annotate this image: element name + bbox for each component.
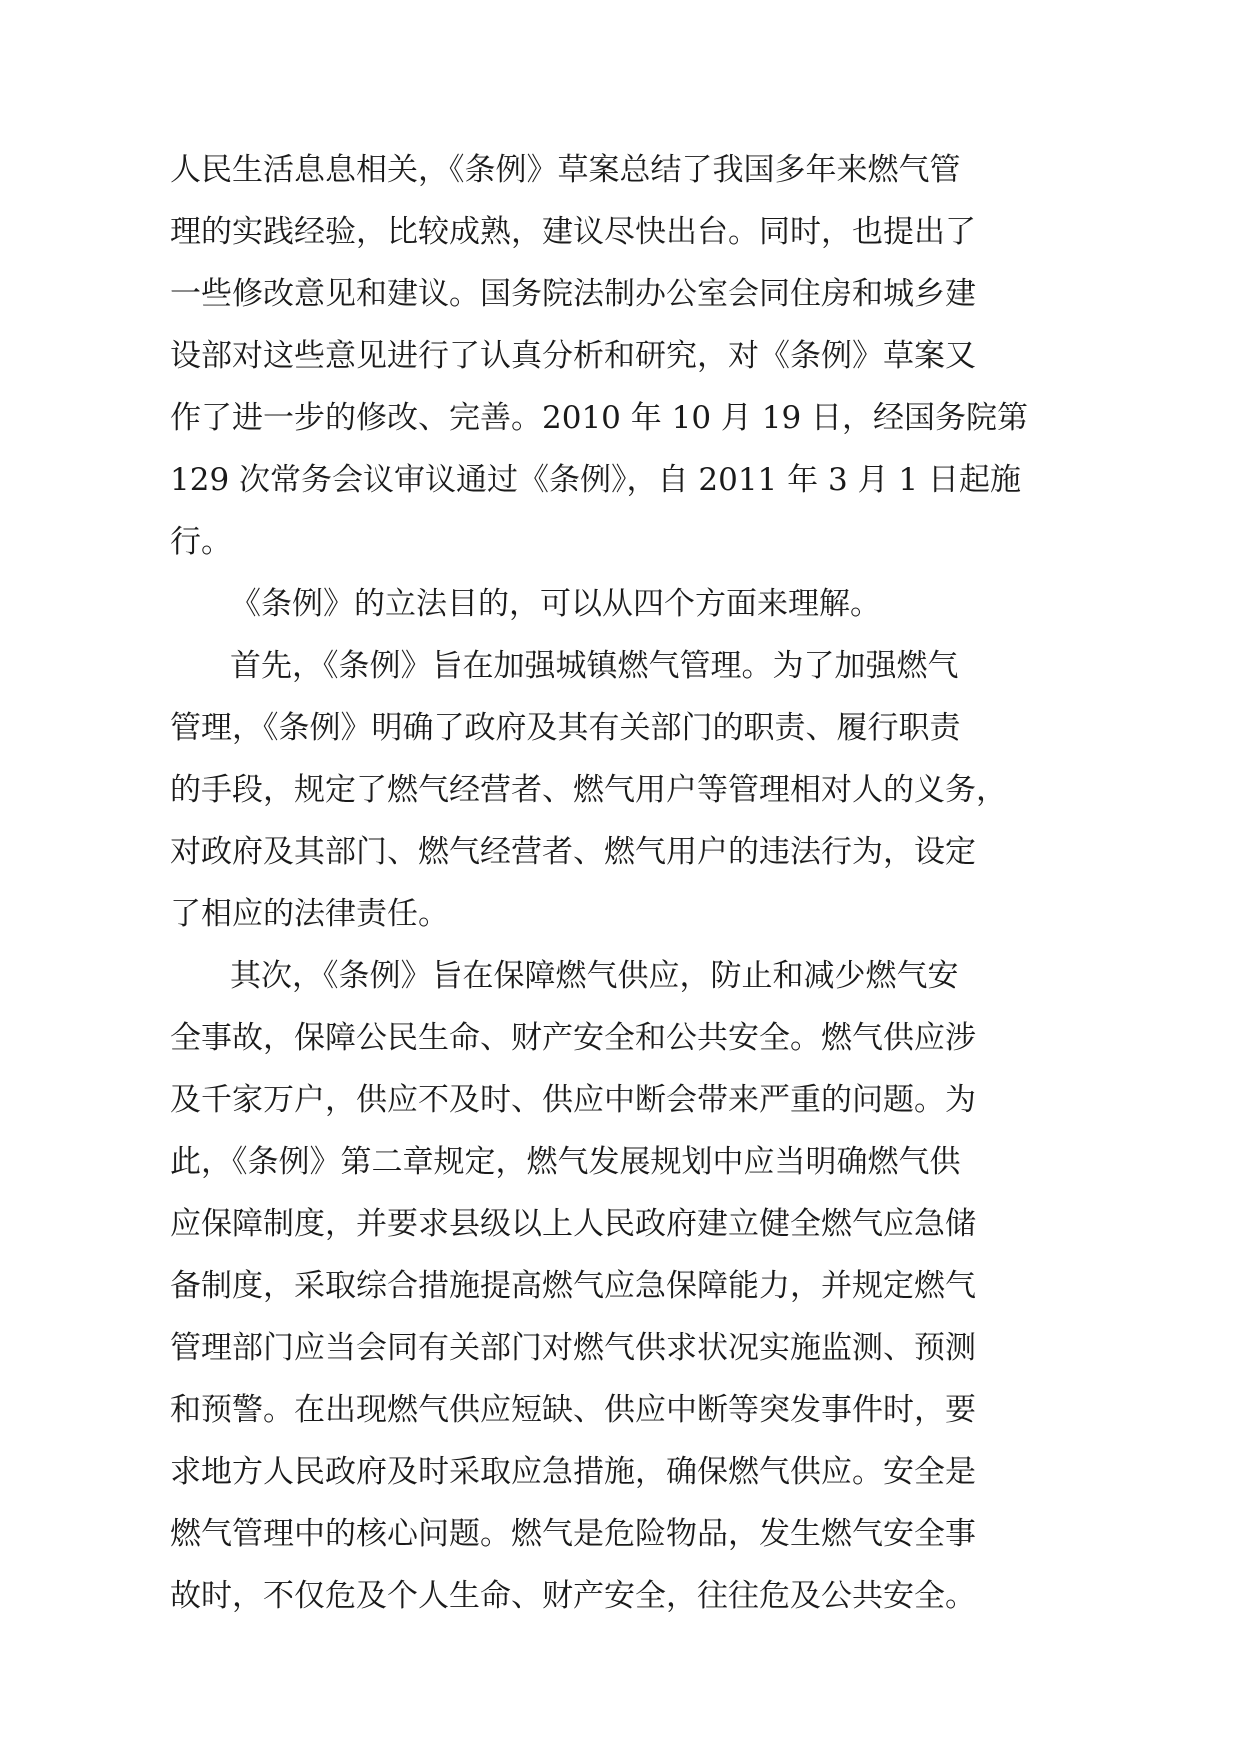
- text-line: 行。: [170, 524, 232, 560]
- text-line: 求地方人民政府及时采取应急措施，确保燃气供应。安全是: [170, 1454, 976, 1490]
- text-line: 管理部门应当会同有关部门对燃气供求状况实施监测、预测: [170, 1330, 976, 1366]
- text-line: 和预警。在出现燃气供应短缺、供应中断等突发事件时，要: [170, 1392, 976, 1428]
- text-line: 人民生活息息相关，《条例》草案总结了我国多年来燃气管: [170, 152, 961, 188]
- text-line: 及千家万户，供应不及时、供应中断会带来严重的问题。为: [170, 1082, 976, 1118]
- text-line: 作了进一步的修改、完善。2010 年 10 月 19 日，经国务院第: [170, 400, 1029, 436]
- text-line: 的手段，规定了燃气经营者、燃气用户等管理相对人的义务，: [170, 772, 1007, 808]
- text-line: 了相应的法律责任。: [170, 896, 449, 932]
- text-line: 备制度，采取综合措施提高燃气应急保障能力，并规定燃气: [170, 1268, 976, 1304]
- text-line: 燃气管理中的核心问题。燃气是危险物品，发生燃气安全事: [170, 1516, 976, 1552]
- paragraph-start: 其次，《条例》旨在保障燃气供应，防止和减少燃气安: [230, 958, 959, 994]
- paragraph-start: 《条例》的立法目的，可以从四个方面来理解。: [230, 586, 881, 622]
- text-line: 一些修改意见和建议。国务院法制办公室会同住房和城乡建: [170, 276, 976, 312]
- text-line: 此，《条例》第二章规定，燃气发展规划中应当明确燃气供: [170, 1144, 961, 1180]
- text-line: 管理，《条例》明确了政府及其有关部门的职责、履行职责: [170, 710, 961, 746]
- text-line: 应保障制度，并要求县级以上人民政府建立健全燃气应急储: [170, 1206, 976, 1242]
- paragraph-start: 首先，《条例》旨在加强城镇燃气管理。为了加强燃气: [230, 648, 959, 684]
- text-line: 设部对这些意见进行了认真分析和研究，对《条例》草案又: [170, 338, 976, 374]
- text-line: 全事故，保障公民生命、财产安全和公共安全。燃气供应涉: [170, 1020, 976, 1056]
- text-line: 129 次常务会议审议通过《条例》，自 2011 年 3 月 1 日起施: [170, 462, 1021, 498]
- text-line: 理的实践经验，比较成熟，建议尽快出台。同时，也提出了: [170, 214, 976, 250]
- text-line: 故时，不仅危及个人生命、财产安全，往往危及公共安全。: [170, 1578, 976, 1614]
- text-line: 对政府及其部门、燃气经营者、燃气用户的违法行为，设定: [170, 834, 976, 870]
